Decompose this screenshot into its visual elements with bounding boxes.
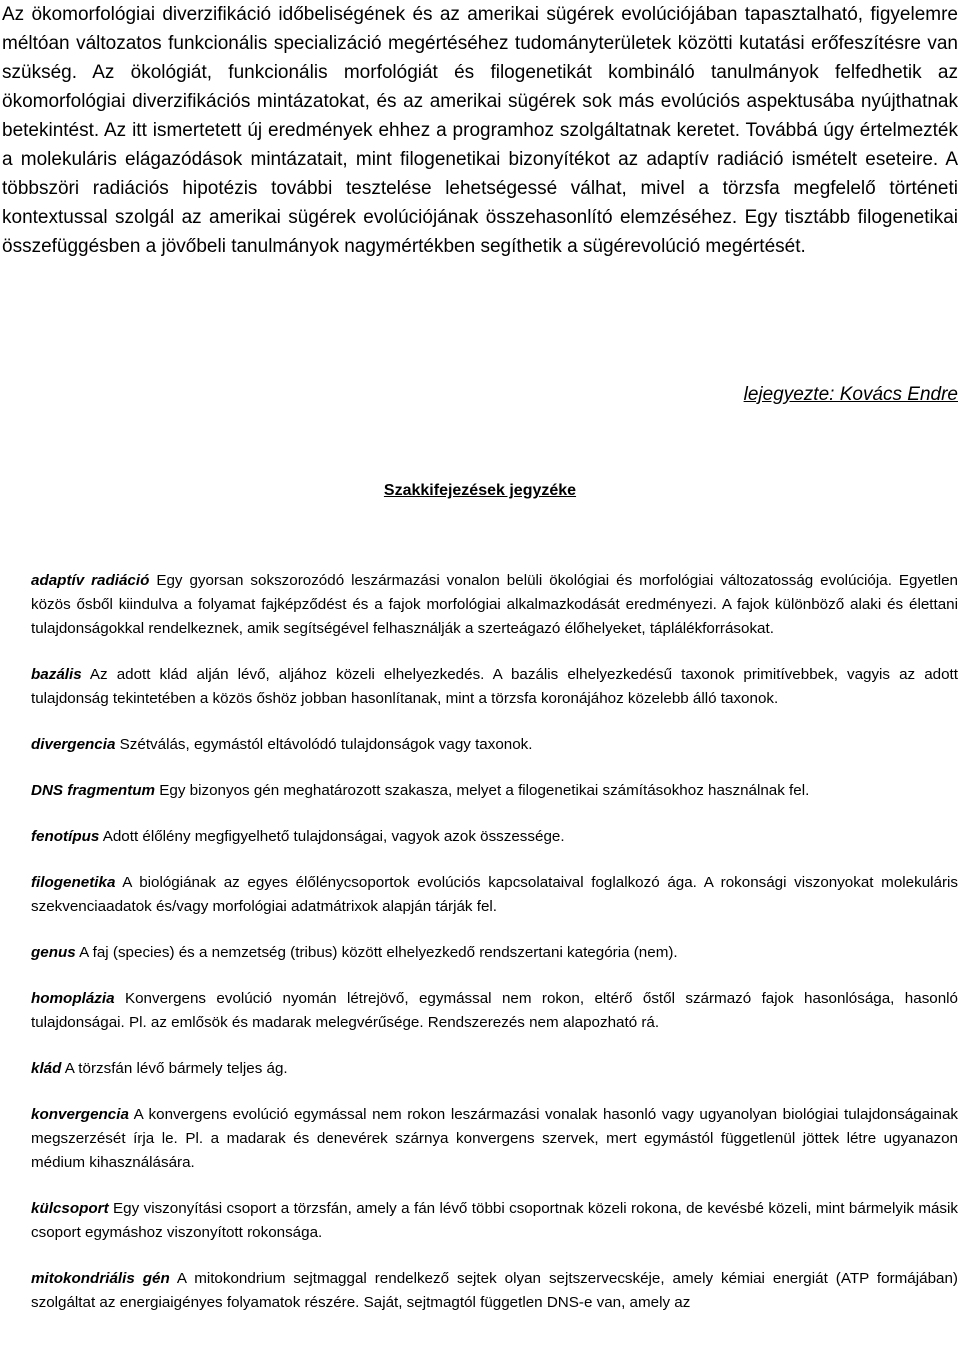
glossary-term: külcsoport [31,1200,109,1217]
glossary-entry [31,825,958,849]
glossary-definition: A törzsfán lévő bármely teljes ág. [64,1060,288,1077]
glossary-entry [31,569,958,641]
glossary-term: genus [31,944,76,961]
glossary-term: fenotípus [31,828,100,845]
glossary-term: DNS fragmentum [31,782,156,799]
glossary-definition: Egy bizonyos gén meghatározott szakasza, melyet a filogenetikai számításokhoz használnak fel. [159,782,810,799]
glossary-entry [31,1197,958,1245]
glossary-definition: Az adott klád alján lévő, aljához közeli elhelyezkedés. A bazális elhelyezkedésű taxonok primitívebbek, vagyis az adott tulajdonság tekintetében a közös őshöz jobban hasonlítanak, mint a törzsfa koronájához közelebb álló taxonok. [31,666,958,707]
glossary-definition: Egy viszonyítási csoport a törzsfán, amely a fán lévő többi csoportnak közeli rokona, de kevésbé közeli, mint bármelyik másik csoport egymáshoz viszonyított rokonsága. [31,1200,958,1241]
glossary-term: divergencia [31,736,116,753]
glossary-entry [31,1267,958,1315]
glossary-entry [31,987,958,1035]
glossary-entry [31,941,958,965]
glossary-term: bazális [31,666,82,683]
glossary-term: konvergencia [31,1106,129,1123]
intro-part-2: Az ökológiát, funkcionális morfológiát és filogenetikát kombináló tanulmányok felfedhetik az ökomorfológiai diverzifikációs mintázatokat, és az amerikai sügérek sok más evolúciós aspektusába nyújthatnak betekintést. Az itt ismertetett új eredmények ehhez a programhoz szolgáltatnak keretet. [2,62,958,141]
glossary-definition: Szétválás, egymástól eltávolódó tulajdonságok vagy taxonok. [119,736,533,753]
glossary-term: mitokondriális gén [31,1270,170,1287]
glossary-title: Szakkifejezések jegyzéke [383,482,577,499]
glossary-term: homoplázia [31,990,115,1007]
intro-paragraph [2,0,958,261]
glossary-definition: A mitokondrium sejtmaggal rendelkező sejtek olyan sejtszervecskéje, amely kémiai energiát (ATP formájában) szolgáltat az energiaigényes folyamatok részére. Saját, sejtmagtól független DNS-e van, amely az [31,1270,958,1311]
glossary-definition: A faj (species) és a nemzetség (tribus) között elhelyezkedő rendszertani kategória (nem). [79,944,678,961]
glossary-entry [31,871,958,919]
glossary-list [31,569,958,1337]
intro-part-3: Továbbá úgy értelmezték a molekuláris elágazódások mintázatait, mint filogenetikai bizonyítékot az adaptív radiáció ismételt eseteire. A többszöri radiációs hipotézis további tesztelése lehetségessé válhat, mivel a törzsfa megfelelő történeti kontextussal szolgál az amerikai sügérek evolúciójának összehasonlító elemzéséhez. Egy tisztább filogenetikai összefüggésben a jövőbeli tanulmányok nagymértékben segíthetik a sügérevolúció megértését. [2,120,958,257]
glossary-term: adaptív radiáció [31,572,150,589]
glossary-entry [31,779,958,803]
glossary-definition: Adott élőlény megfigyelhető tulajdonságai, vagyok azok összessége. [102,828,565,845]
author-signature: lejegyezte: Kovács Endre [743,384,958,405]
glossary-entry [31,1057,958,1081]
glossary-definition: Konvergens evolúció nyomán létrejövő, egymással nem rokon, eltérő őstől származó fajok hasonlósága, hasonló tulajdonságai. Pl. az emlősök és madarak melegvérűsége. Rendszerezés nem alapozható rá. [31,990,958,1031]
glossary-entry [31,733,958,757]
glossary-definition: Egy gyorsan sokszorozódó leszármazási vonalon belüli ökológiai és morfológiai változatosság evolúciója. Egyetlen közös ősből kiindulva a folyamat fajképződést és a fajok morfológiai alkalmazkodását eredményezi. A fajok különböző alaki és élettani tulajdonságokkal rendelkeznek, amik segítségével felhasználják a szerteágazó élőhelyeket, táplálékforrásokat. [31,572,958,637]
glossary-term: filogenetika [31,874,116,891]
glossary-definition: A biológiának az egyes élőlénycsoportok evolúciós kapcsolataival foglalkozó ága. A rokonsági viszonyokat molekuláris szekvenciaadatok és/vagy morfológiai adatmátrixok alapján tárják fel. [31,874,958,915]
intro-part-1: Az ökomorfológiai diverzifikáció időbeliségének és az amerikai sügérek evolúciójában tapasztalható, figyelemre méltóan változatos funkcionális specializáció megértéséhez tudományterületek közötti kutatási erőfeszítésre van szükség. [2,4,958,83]
glossary-entry [31,663,958,711]
glossary-entry [31,1103,958,1175]
glossary-definition: A konvergens evolúció egymással nem rokon leszármazási vonalak hasonló vagy ugyanolyan biológiai tulajdonságainak megszerzését írja le. Pl. a madarak és denevérek szárnya konvergens szervek, mert egymástól függetlenül jöttek létre ugyanazon médium kihasználására. [31,1106,958,1171]
glossary-term: klád [31,1060,62,1077]
